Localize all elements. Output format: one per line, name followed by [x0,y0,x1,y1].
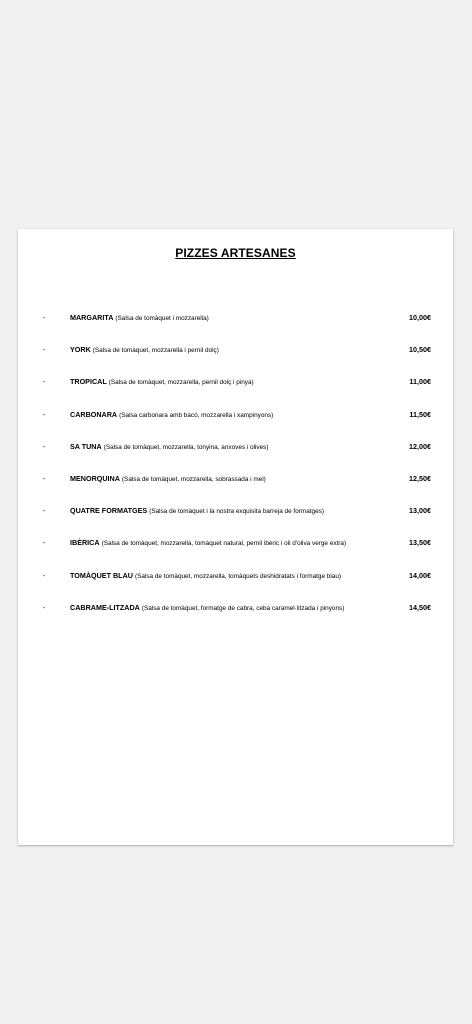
item-price: 10,00€ [409,313,431,322]
item-description: (Salsa de tomàquet, mozzarella, tonyina, anxoves i olives) [103,443,269,451]
item-name: IBÈRICA [70,538,100,548]
list-item [18,442,453,474]
item-price: 12,00€ [409,441,431,451]
list-item [18,571,453,603]
list-item [18,377,453,409]
item-name: YORK [70,345,91,355]
list-bullet: - [43,345,46,355]
list-bullet: - [43,602,46,612]
menu-list [18,313,453,635]
item-name: TOMÀQUET BLAU [70,570,133,580]
item-name: SA TUNA [70,441,102,451]
item-price: 13,00€ [409,506,431,516]
item-text [70,442,400,452]
item-price: 11,50€ [409,409,431,419]
list-bullet: - [43,377,46,387]
item-text [70,506,400,516]
item-name: CARBONARA [70,409,118,419]
list-bullet: - [43,409,46,419]
list-bullet: - [43,538,46,548]
item-description: (Salsa de tomàquet, mozzarella, pernil dolç i pinya) [108,379,254,387]
item-price: 14,00€ [409,570,431,580]
list-bullet: - [43,313,46,322]
item-text [70,410,400,420]
item-description: (Salsa de tomàquet, mozzarella i pernil dolç) [92,347,219,355]
item-price: 14,50€ [409,602,431,612]
item-name: MENORQUINA [70,473,120,483]
page-title: PIZZES ARTESANES [175,246,296,260]
list-bullet: - [43,506,46,516]
item-description: (Salsa carbonara amb bacó, mozzarella i xampinyons) [119,411,274,419]
list-item [18,506,453,538]
item-name: QUATRE FORMATGES [70,506,148,516]
list-bullet: - [43,441,46,451]
list-item [18,313,453,345]
item-description: (Salsa de tomàquet, mozzarella, tomàquets deshidratats i formatge blau) [134,572,341,580]
item-text [70,345,400,355]
item-description: (Salsa de tomàquet i mozzarella) [115,315,209,322]
item-name: CABRAME-LITZADA [70,602,140,612]
item-description: (Salsa de tomàquet, mozzarella, sobrassada i mel) [121,475,266,483]
document-page [18,229,453,845]
item-price: 12,50€ [409,473,431,483]
item-description: (Salsa de tomàquet i la nostra exquisita barreja de formatges) [149,508,324,516]
item-name: MARGARITA [70,313,114,322]
item-description: (Salsa de tomàquet, mozzarella, tomàquet natural, pernil ibèric i oli d'oliva verge extra) [101,540,347,548]
list-item [18,603,453,635]
list-item [18,410,453,442]
item-name: TROPICAL [70,377,107,387]
list-item [18,538,453,570]
item-text [70,474,400,484]
item-price: 10,50€ [409,345,431,355]
item-description: (Salsa de tomàquet, formatge de cabra, ceba caramel·litzada i pinyons) [141,604,345,612]
item-text [70,571,400,581]
list-bullet: - [43,570,46,580]
list-bullet: - [43,473,46,483]
item-price: 11,00€ [409,377,431,387]
list-item [18,345,453,377]
item-text [70,313,400,323]
item-text [70,377,400,387]
item-text [70,603,400,613]
item-text [70,538,400,548]
item-price: 13,50€ [409,538,431,548]
list-item [18,474,453,506]
